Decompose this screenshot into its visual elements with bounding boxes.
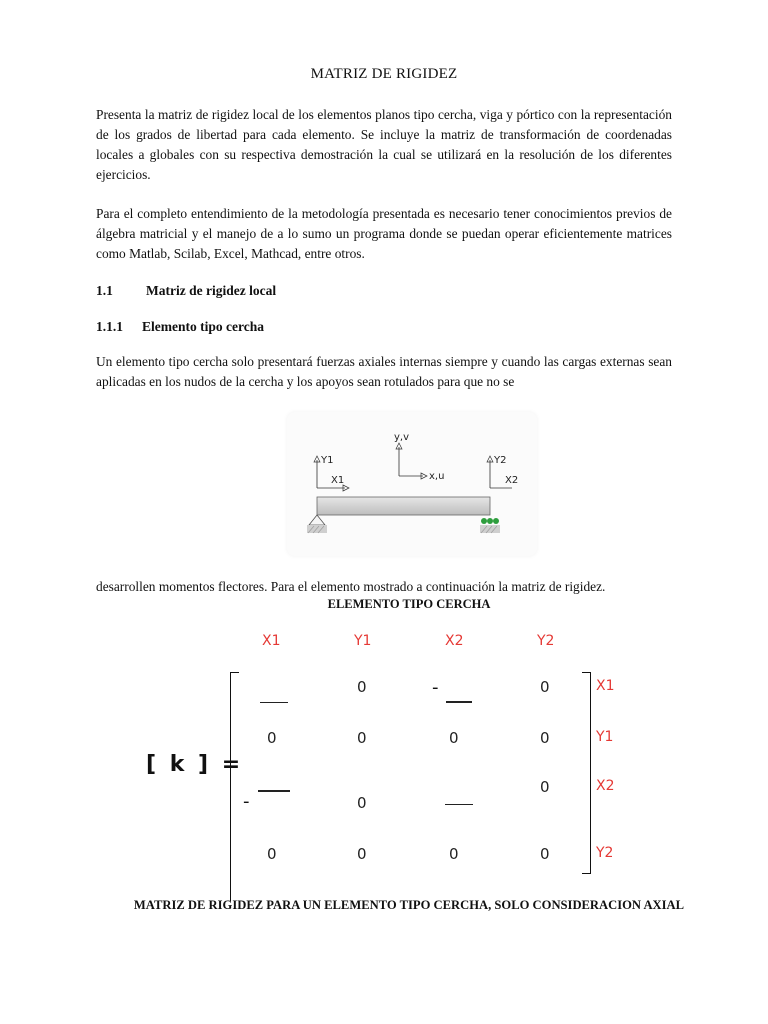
truss-description-paragraph: Un elemento tipo cercha solo presentará fuerzas axiales internas siempre y cuando las cargas externas sean aplicadas en los nudos de la cercha y los apoyos sean rotulados para que no se <box>96 354 672 389</box>
matrix-intro-paragraph: desarrollen momentos flectores. Para el elemento mostrado a continuación la matriz de rigidez. <box>96 579 606 594</box>
column-label-x1: X1 <box>262 633 281 649</box>
matrix-cell-r1c4: 0 <box>540 678 550 696</box>
matrix-cell-r2c1: 0 <box>267 729 277 747</box>
fraction-bar-r3c1 <box>258 790 290 792</box>
y2-label: Y2 <box>494 455 507 466</box>
y-local-label: y,v <box>394 432 410 443</box>
minus-sign-r1c3: - <box>432 677 439 698</box>
x-local-label: x,u <box>429 471 445 482</box>
column-label-y2: Y2 <box>537 633 555 649</box>
matrix-cell-r2c3: 0 <box>449 729 459 747</box>
section-number: 1.1 <box>96 283 113 298</box>
x2-label: X2 <box>505 475 519 486</box>
column-label-y1: Y1 <box>354 633 372 649</box>
pin-support-icon <box>307 515 327 533</box>
subsection-number: 1.1.1 <box>96 319 123 334</box>
node2-dofs <box>487 455 518 488</box>
matrix-caption-bottom: MATRIZ DE RIGIDEZ PARA UN ELEMENTO TIPO CERCHA, SOLO CONSIDERACION AXIAL <box>133 898 685 912</box>
page-title: MATRIZ DE RIGIDEZ <box>310 66 458 82</box>
matrix-cell-r4c2: 0 <box>357 845 367 863</box>
matrix-cell-r2c2: 0 <box>357 729 367 747</box>
fraction-bar-r1c3 <box>446 701 472 703</box>
matrix-cell-r3c4: 0 <box>540 778 550 796</box>
local-axes <box>394 432 444 482</box>
truss-bar <box>317 497 490 515</box>
x1-label: X1 <box>331 475 345 486</box>
row-label-y2: Y2 <box>596 845 614 861</box>
subsection-title: Elemento tipo cercha <box>142 319 264 334</box>
matrix-cell-r4c1: 0 <box>267 845 277 863</box>
truss-diagram <box>287 412 537 556</box>
truss-element-figure <box>287 412 537 556</box>
matrix-left-bracket <box>230 672 239 901</box>
matrix-right-bracket <box>582 672 591 874</box>
row-label-y1: Y1 <box>596 729 614 745</box>
node1-dofs <box>314 455 349 491</box>
fraction-bar-r1c1 <box>260 702 288 703</box>
section-title: Matriz de rigidez local <box>146 283 277 298</box>
roller-support-icon <box>480 518 500 533</box>
matrix-caption-top: ELEMENTO TIPO CERCHA <box>327 597 491 611</box>
stiffness-matrix-symbol: [ k ] = <box>146 752 244 777</box>
row-label-x2: X2 <box>596 778 615 794</box>
row-label-x1: X1 <box>596 678 615 694</box>
matrix-cell-r4c4: 0 <box>540 845 550 863</box>
y1-label: Y1 <box>321 455 334 466</box>
matrix-cell-r2c4: 0 <box>540 729 550 747</box>
column-label-x2: X2 <box>445 633 464 649</box>
matrix-cell-r1c2: 0 <box>357 678 367 696</box>
matrix-cell-r4c3: 0 <box>449 845 459 863</box>
matrix-cell-r3c2: 0 <box>357 794 367 812</box>
minus-sign-r3c1: - <box>243 791 250 812</box>
prerequisites-paragraph: Para el completo entendimiento de la metodología presentada es necesario tener conocimientos previos de álgebra matricial y el manejo de a lo sumo un programa donde se puedan operar eficientemente matrices como Matlab, Scilab, Excel, Mathcad, entre otros. <box>96 206 672 261</box>
fraction-bar-r3c3 <box>445 804 473 805</box>
intro-paragraph: Presenta la matriz de rigidez local de los elementos planos tipo cercha, viga y pórtico con la representación de los grados de libertad para cada elemento. Se incluye la matriz de transformación de coordenadas locales a globales con su respectiva demostración la cual se utilizará en la resolución de los diferentes ejercicios. <box>96 107 672 182</box>
